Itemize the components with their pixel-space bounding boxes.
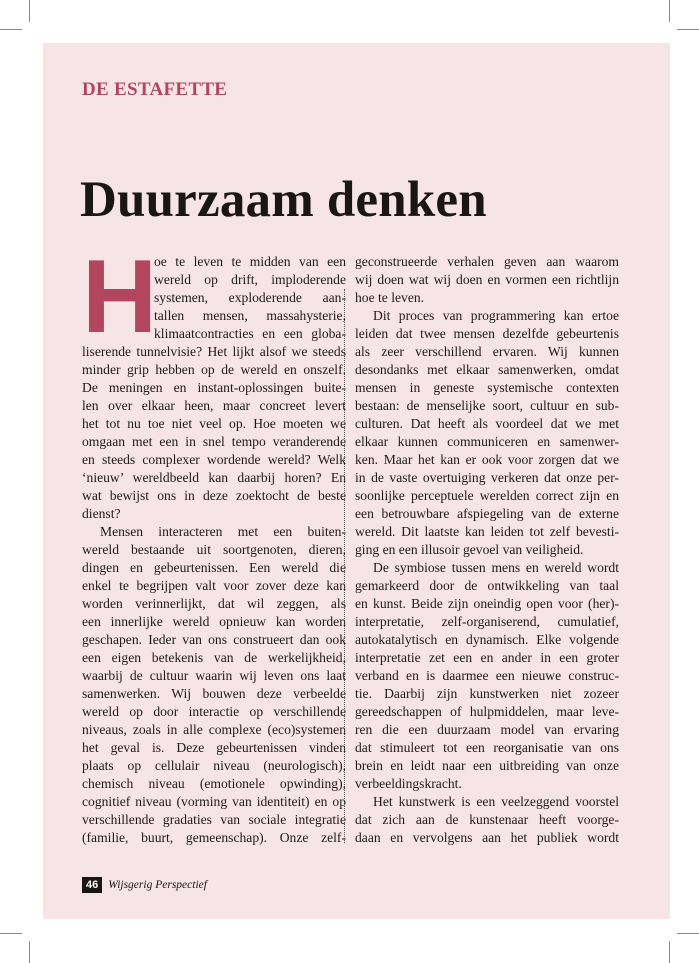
text-line: een eigen betekenis van de werkelijkheid, (82, 650, 346, 665)
text-line: verschillende gradaties van sociale integratie (82, 812, 346, 827)
text-line: in de vaste overtuiging verkeren dat onze per- (355, 470, 619, 485)
text-line: een betrouwbare afspiegeling van de externe (355, 506, 619, 521)
section-label: DE ESTAFETTE (82, 79, 228, 100)
text-line: systemen, exploderende aan- (154, 290, 346, 305)
text-line: leiden dat twee mensen dezelfde gebeurtenis (355, 326, 619, 341)
text-line: daan en vervolgens aan het publiek wordt (355, 830, 619, 845)
text-line: chemisch niveau (emotionele opwinding), (82, 776, 346, 791)
text-line: oe te leven te midden van een (154, 254, 346, 269)
publication-name: Wijsgerig Perspectief (108, 879, 207, 891)
crop-mark (29, 941, 30, 963)
text-line: culturen. Dat heeft als voordeel dat we met (355, 416, 619, 431)
page-number: 46 (82, 877, 102, 893)
text-column-left (82, 239, 346, 847)
text-line: het geval is. Deze gebeurtenissen vinden (82, 740, 346, 755)
text-line: dienst? (82, 506, 121, 521)
text-line: gemarkeerd door de ontwikkeling van taal (355, 578, 619, 593)
text-line: niveaus, zoals in alle complexe (eco)systemen (82, 722, 346, 737)
text-line: desondanks met elkaar samenwerken, omdat (355, 362, 619, 377)
text-line: soonlijke perceptuele werelden correct zijn en (355, 488, 619, 503)
text-line: samenwerken. Wij bouwen deze verbeelde (82, 686, 346, 701)
text-line: plaats op cellulair niveau (neurologisch), (82, 758, 346, 773)
text-line: verband en is daarmee een nieuwe construc- (355, 668, 619, 683)
text-line: geconstrueerde verhalen geven aan waarom (355, 254, 619, 269)
text-line: ‘nieuw’ wereldbeeld kan daarbij horen? En (82, 470, 346, 485)
text-line: enkel te begrijpen valt voor zover deze kan (82, 578, 346, 593)
text-line: len over elkaar heen, maar concreet levert (82, 398, 346, 413)
text-line: dat stimuleert tot een reorganisatie van ons (355, 740, 619, 755)
text-line: wereld. Dit laatste kan leiden tot zelf bevesti- (355, 524, 619, 539)
text-line: dingen en gebeurtenissen. Een wereld die (82, 560, 346, 575)
text-line: als zeer verschillend ervaren. Wij kunnen (355, 344, 619, 359)
text-line: wereld bestaande uit soortgenoten, dieren, (82, 542, 346, 557)
text-line: interpretatie, zelf-organiserend, cumulatief, (355, 614, 619, 629)
text-line: De symbiose tussen mens en wereld wordt (373, 560, 619, 575)
text-line: tie. Daarbij zijn kunstwerken niet zozeer (355, 686, 619, 701)
text-line: verbeeldingskracht. (355, 776, 462, 791)
text-line: tallen mensen, massahysterie, (154, 308, 346, 323)
text-line: minder grip hebben op de wereld en onszelf. (82, 362, 346, 377)
text-line: een innerlijke wereld opnieuw kan worden (82, 614, 346, 629)
text-line: bestaan: de menselijke soort, cultuur en sub- (355, 398, 619, 413)
text-line: hoe te leven. (355, 290, 425, 305)
magazine-page (43, 43, 670, 919)
text-line: gereedschappen of hulpmiddelen, maar leve- (355, 704, 619, 719)
text-line: liserende tunnelvisie? Het lijkt alsof we steeds (82, 344, 346, 359)
text-line: interpretatie zet een en ander in een groter (355, 650, 619, 665)
text-line: elkaar kunnen communiceren en samenwer- (355, 434, 619, 449)
text-line: De meningen en instant-oplossingen buite- (82, 380, 346, 395)
text-line: omgaan met een in snel tempo veranderende (82, 434, 346, 449)
text-line: wat bewijst ons in deze zoektocht de beste (82, 488, 346, 503)
text-line: Het kunstwerk is een veelzeggend voorstel (373, 794, 619, 809)
crop-mark (669, 941, 670, 963)
text-line: wereld op door interactie op verschillende (82, 704, 346, 719)
text-line: worden verinnerlijkt, dat wil zeggen, als (82, 596, 346, 611)
column-divider (344, 289, 345, 843)
crop-mark (29, 0, 30, 22)
text-line: Mensen interacteren met een buiten- (100, 524, 346, 539)
text-line: waarbij de cultuur waarin wij leven ons laat (82, 668, 346, 683)
text-line: wij doen wat wij doen en vormen een richtlijn (355, 272, 619, 287)
text-line: mensen in geneste systemische contexten (355, 380, 619, 395)
page-footer (82, 877, 207, 893)
text-line: brein en leidt naar een uitbreiding van onze (355, 758, 619, 773)
crop-mark (0, 933, 22, 934)
crop-mark (0, 29, 22, 30)
crop-mark (677, 29, 699, 30)
text-line: Dit proces van programmering kan ertoe (373, 308, 619, 323)
text-column-right (355, 253, 619, 847)
text-line: dat zich aan de kunstenaar heeft voorge- (355, 812, 619, 827)
text-line: wereld op drift, imploderende (154, 272, 346, 287)
text-line: ging en een illusoir gevoel van veiligheid. (355, 542, 584, 557)
drop-cap: H (82, 239, 158, 355)
crop-mark (669, 0, 670, 22)
crop-mark (677, 933, 699, 934)
text-line: geschapen. Ieder van ons construeert dan ook (82, 632, 346, 647)
text-line: het tot nu toe niet veel op. Hoe moeten we (82, 416, 346, 431)
article-title: Duurzaam denken (80, 172, 487, 228)
text-line: ken. Maar het kan er ook voor zorgen dat we (355, 452, 619, 467)
text-line: cognitief niveau (vorming van identiteit) en op (82, 794, 346, 809)
text-line: en steeds complexer wordende wereld? Welk (82, 452, 346, 467)
text-line: (familie, buurt, gemeenschap). Onze zelf- (82, 830, 346, 845)
text-line: klimaatcontracties en een globa- (154, 326, 346, 341)
text-line: autokatalytisch en dynamisch. Elke volgende (355, 632, 619, 647)
text-line: ren die een duurzaam model van ervaring (355, 722, 619, 737)
text-line: en kunst. Beide zijn oneindig open voor (her)- (355, 596, 619, 611)
